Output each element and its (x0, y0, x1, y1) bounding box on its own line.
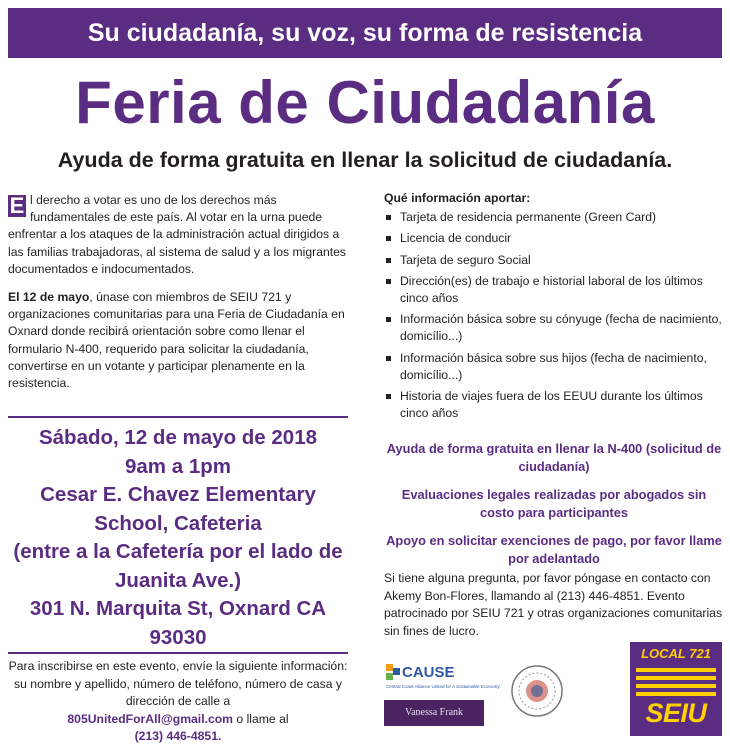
seiu-logo (630, 642, 722, 736)
divider-top (8, 416, 348, 418)
cause-logo (384, 660, 500, 692)
checklist-item: Licencia de conducir (384, 230, 724, 247)
registration-phone[interactable]: (213) 446-4851. (134, 729, 222, 743)
event-time: 9am a 1pm (125, 454, 231, 478)
intro-section (8, 192, 348, 403)
registration-email[interactable]: 805UnitedForAll@gmail.com (67, 711, 234, 726)
page-title: Feria de Ciudadanía (75, 69, 655, 136)
event-date: Sábado, 12 de mayo de 2018 (38, 426, 318, 449)
event-venue: Cesar E. Chavez Elementary School, Cafeteria (40, 483, 316, 535)
banner-text: Su ciudadanía, su voz, su forma de resistencia (87, 18, 643, 47)
seiu-wordmark: SEIU (645, 698, 707, 728)
highlight-item: Apoyo en solicitar exenciones de pago, por favor llame por adelantado (386, 533, 722, 566)
intro-paragraph-1: E l derecho a votar es uno de los derechos más fundamentales de este país. Al votar en la urna puede enfrentar a los ataques de la administración actual dirigidos a las familias trabajadoras, al sistema de salud y a los migrantes documentados e indocumentados. (8, 193, 347, 276)
highlight-item: Evaluaciones legales realizadas por abogados sin costo para participantes (401, 487, 707, 520)
cause-mark-icon (384, 662, 402, 686)
registration-text: Para inscribirse en este evento, envíe la siguiente información: su nombre y apellido, número de teléfono, número de casa y dirección de calle a (8, 659, 348, 708)
registration-info: Para inscribirse en este evento, envíe la siguiente información: su nombre y apellido, número de teléfono, número de casa y dirección de calle a 805UnitedForAll@gmail.com o llame al (213) 446-4851. (8, 659, 348, 743)
divider-bottom (8, 652, 348, 654)
seiu-stripe (636, 668, 716, 672)
seiu-stripe (636, 692, 716, 696)
checklist-item: Tarjeta de seguro Social (384, 252, 724, 269)
checklist-heading: Qué información aportar: (384, 191, 531, 205)
checklist-item: Información básica sobre sus hijos (fecha de nacimiento, domicílio...) (384, 350, 724, 384)
checklist (384, 209, 724, 422)
highlight-item: Ayuda de forma gratuita en llenar la N-400 (solicitud de ciudadanía) (386, 441, 722, 474)
drop-cap: E (9, 193, 25, 218)
event-details (8, 424, 348, 652)
checklist-item: Tarjeta de residencia permanente (Green Card) (384, 209, 724, 226)
checklist-section (384, 190, 724, 426)
seiu-local-label: LOCAL 721 (641, 646, 711, 661)
checklist-item: Historia de viajes fuera de los EEUU durante los últimos cinco años (384, 388, 724, 422)
contact-info: Si tiene alguna pregunta, por favor póngase en contacto con Akemy Bon-Flores, llamando al (213) 446-4851. Evento patrocinado por SEIU 721 y otras organizaciones comunitarias sin fines de lucro. (384, 571, 723, 638)
service-highlights (384, 440, 724, 578)
seal-icon (510, 664, 564, 718)
vanessa-frank-logo: Vanessa Frank (384, 700, 484, 726)
cause-wordmark: CAUSE (402, 664, 455, 681)
event-address: 301 N. Marquita St, Oxnard CA 93030 (29, 597, 327, 649)
seiu-stripe (636, 676, 716, 680)
top-banner (8, 8, 722, 58)
seiu-stripe (636, 684, 716, 688)
page-subtitle: Ayuda de forma gratuita en llenar la solicitud de ciudadanía. (57, 148, 673, 172)
checklist-item: Dirección(es) de trabajo e historial laboral de los últimos cinco años (384, 273, 724, 307)
checklist-item: Información básica sobre su cónyuge (fecha de nacimiento, domicílio...) (384, 311, 724, 345)
event-entry-note: (entre a la Cafetería por el lado de Juanita Ave.) (13, 540, 343, 592)
intro-paragraph-2: El 12 de mayo, únase con miembros de SEIU 721 y organizaciones comunitarias para una Feria de Ciudadanía en Oxnard donde recibirá orientación sobre como llenar el formulario N-400, requerido para solicitar la ciudadanía, convertirse en un votante y participar plenamente en la resistencia. (8, 290, 345, 391)
cause-tagline: Central Coast Alliance United for A Sustainable Economy (386, 684, 500, 689)
